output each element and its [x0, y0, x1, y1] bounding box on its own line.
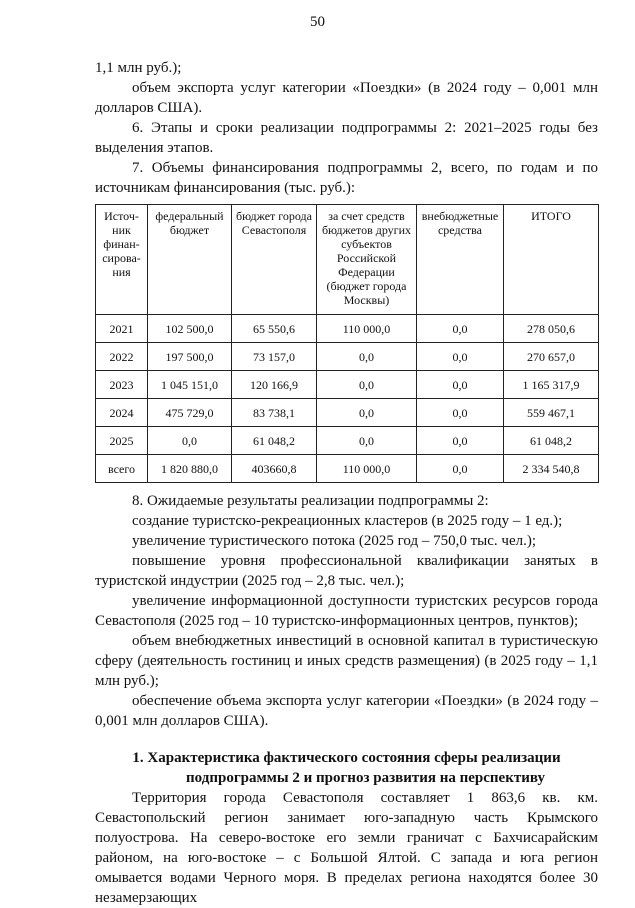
table-cell: 2021: [96, 315, 148, 343]
result-item: увеличение информационной доступности туристских ресурсов города Севастополя (2025 год – 10 туристско-информационных центров, пунктов);: [95, 593, 598, 629]
table-cell: 2025: [96, 427, 148, 455]
table-cell: 0,0: [317, 399, 417, 427]
table-cell: 403660,8: [232, 455, 317, 483]
header-other-subjects-budget: за счет средств бюджетов других субъектов Российской Федерации (бюджет города Москвы): [317, 205, 417, 315]
header-total: ИТОГО: [504, 205, 599, 315]
table-cell: 0,0: [417, 427, 504, 455]
table-cell: 1 045 151,0: [148, 371, 232, 399]
table-cell: 110 000,0: [317, 455, 417, 483]
table-row: [96, 427, 599, 455]
table-row: [96, 371, 599, 399]
header-extrabudgetary: внебюджетные средства: [417, 205, 504, 315]
page-number: 50: [310, 14, 325, 30]
item-6-stages: 6. Этапы и сроки реализации подпрограммы 2: 2021–2025 годы без выделения этапов.: [95, 120, 598, 156]
table-cell: 0,0: [417, 371, 504, 399]
table-row: [96, 399, 599, 427]
table-cell: 2023: [96, 371, 148, 399]
header-source: Источ-ник финан-сирова-ния: [96, 205, 148, 315]
table-row: [96, 343, 599, 371]
header-federal-budget: федеральный бюджет: [148, 205, 232, 315]
result-item: обеспечение объема экспорта услуг категории «Поездки» (в 2024 году – 0,001 млн долларов США).: [95, 693, 598, 729]
table-cell: 2022: [96, 343, 148, 371]
intro-export-item: объем экспорта услуг категории «Поездки» (в 2024 году – 0,001 млн долларов США).: [95, 80, 598, 116]
table-cell: всего: [96, 455, 148, 483]
section-heading: [95, 748, 598, 788]
table-cell: 0,0: [417, 315, 504, 343]
table-cell: 559 467,1: [504, 399, 599, 427]
table-cell: 0,0: [317, 343, 417, 371]
table-cell: 65 550,6: [232, 315, 317, 343]
table-cell: 1 820 880,0: [148, 455, 232, 483]
financing-table: [95, 204, 599, 483]
section-heading-line-1: 1. Характеристика фактического состояния сферы реализации: [132, 750, 561, 766]
table-cell: 197 500,0: [148, 343, 232, 371]
table-cell: 0,0: [148, 427, 232, 455]
intro-previous-line: 1,1 млн руб.);: [95, 60, 182, 76]
results-heading: 8. Ожидаемые результаты реализации подпрограммы 2:: [132, 493, 489, 509]
result-item: создание туристско-рекреационных кластеров (в 2025 году – 1 ед.);: [132, 513, 563, 529]
result-item: объем внебюджетных инвестиций в основной капитал в туристическую сферу (деятельность гостиниц и иных средств размещения) (в 2025 году – 1,1 млн руб.);: [95, 633, 598, 689]
result-item: повышение уровня профессиональной квалификации занятых в туристской индустрии (2025 год – 2,8 тыс. чел.);: [95, 553, 598, 589]
table-cell: 0,0: [317, 371, 417, 399]
table-cell: 61 048,2: [232, 427, 317, 455]
table-cell: 270 657,0: [504, 343, 599, 371]
table-cell: 475 729,0: [148, 399, 232, 427]
table-row-total: [96, 455, 599, 483]
table-cell: 61 048,2: [504, 427, 599, 455]
table-cell: 73 157,0: [232, 343, 317, 371]
table-cell: 83 738,1: [232, 399, 317, 427]
section-paragraph: Территория города Севастополя составляет 1 863,6 кв. км. Севастопольский регион занимает юго-западную часть Крымского полуострова. На северо-востоке его земли граничат с Бахчисарайским районом, на юго-востоке – с Большой Ялтой. С запада и юга регион омывается водами Черного моря. В пределах региона находятся более 30 незамерзающих: [95, 790, 598, 906]
table-cell: 2 334 540,8: [504, 455, 599, 483]
table-cell: 0,0: [417, 343, 504, 371]
section-heading-line-2: подпрограммы 2 и прогноз развития на перспективу: [186, 770, 545, 786]
item-7-financing: 7. Объемы финансирования подпрограммы 2, всего, по годам и по источникам финансирования (тыс. руб.):: [95, 160, 598, 196]
table-cell: 1 165 317,9: [504, 371, 599, 399]
table-cell: 0,0: [317, 427, 417, 455]
table-cell: 110 000,0: [317, 315, 417, 343]
table-row: [96, 315, 599, 343]
page-content: [95, 58, 598, 908]
table-cell: 0,0: [417, 399, 504, 427]
table-cell: 120 166,9: [232, 371, 317, 399]
header-city-budget: бюджет города Севастополя: [232, 205, 317, 315]
table-cell: 2024: [96, 399, 148, 427]
result-item: увеличение туристического потока (2025 год – 750,0 тыс. чел.);: [132, 533, 537, 549]
table-cell: 0,0: [417, 455, 504, 483]
table-header-row: [96, 205, 599, 315]
table-cell: 102 500,0: [148, 315, 232, 343]
table-cell: 278 050,6: [504, 315, 599, 343]
